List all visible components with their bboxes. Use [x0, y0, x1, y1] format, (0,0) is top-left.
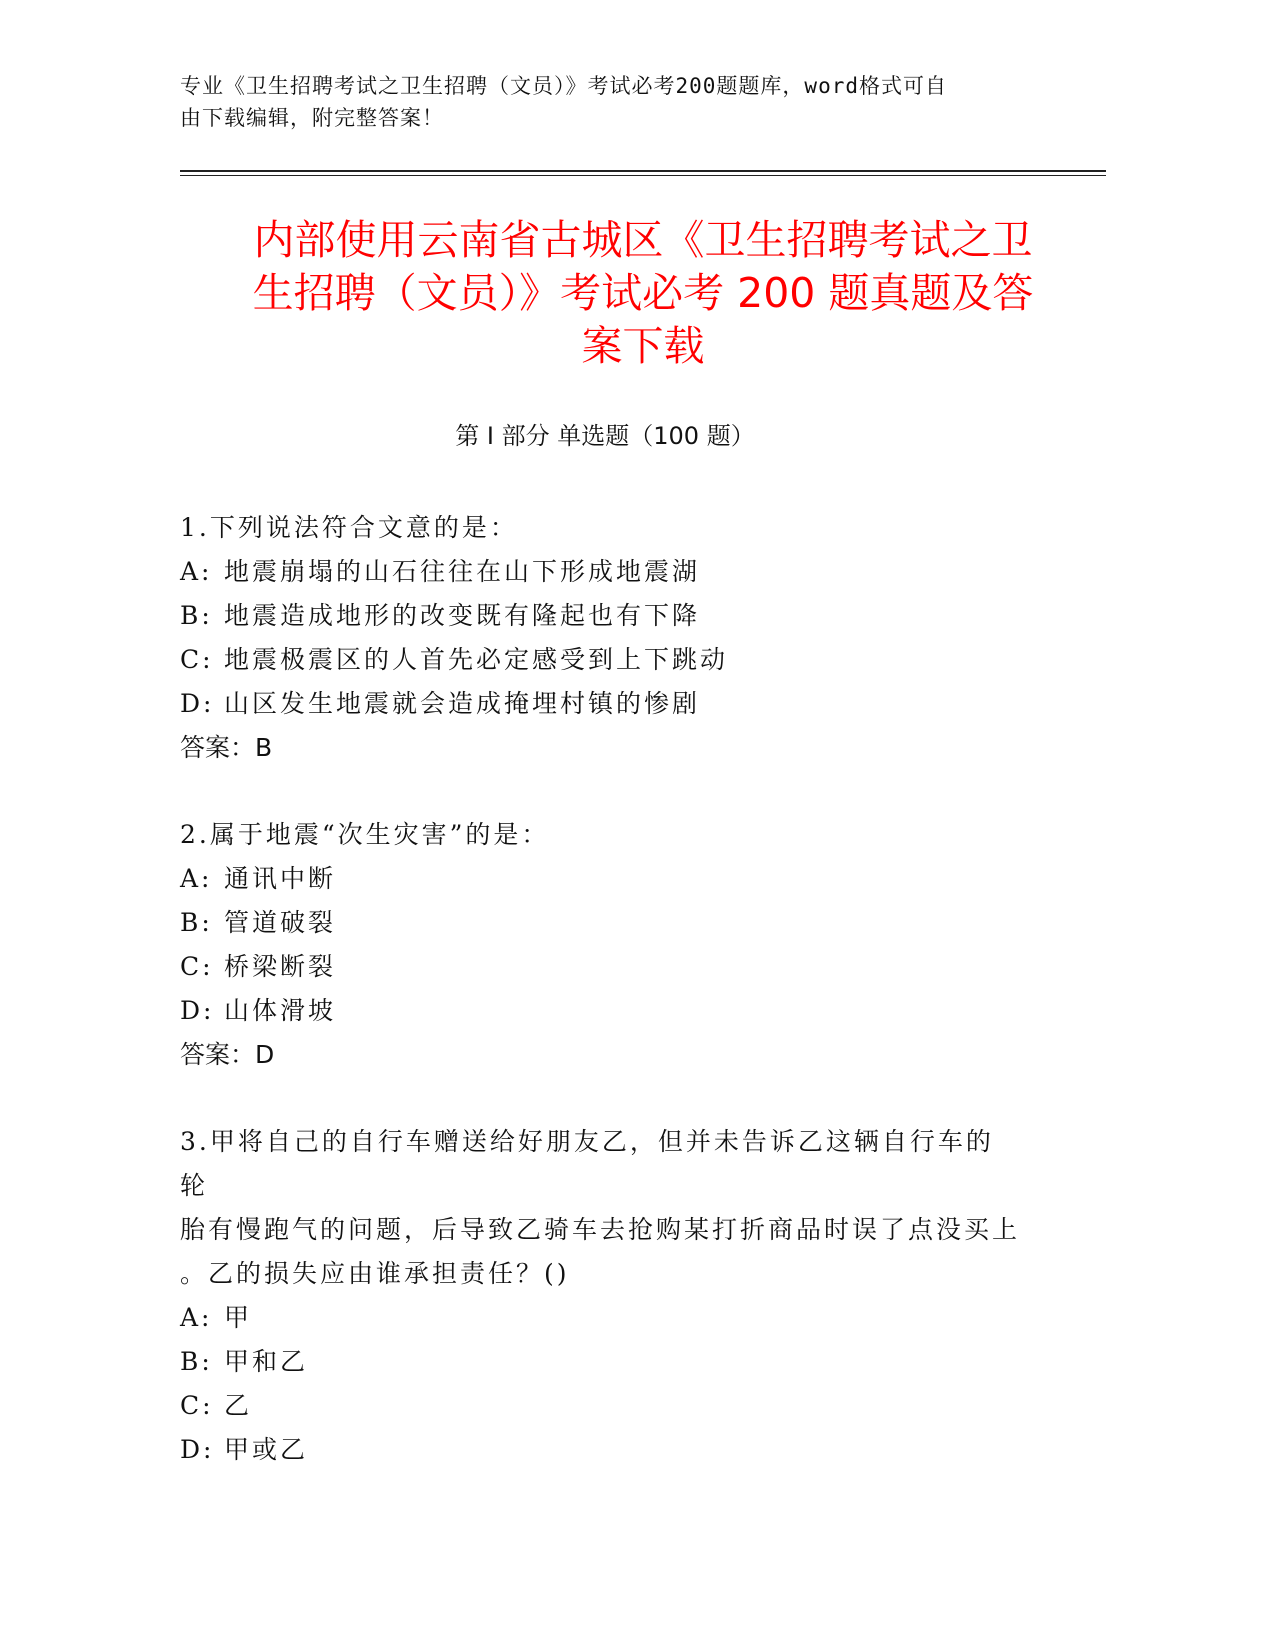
answer-line — [180, 726, 1020, 770]
option-a — [180, 857, 1020, 901]
option-b — [180, 901, 1020, 945]
option-key: C: — [180, 645, 214, 674]
question-stem: 1.下列说法符合文意的是： — [180, 513, 518, 542]
option-key: D: — [180, 1435, 215, 1464]
option-d — [180, 989, 1020, 1033]
option-text: 山区发生地震就会造成掩埋村镇的惨剧 — [224, 689, 701, 718]
option-text: 甲 — [224, 1303, 253, 1332]
answer-line — [180, 1033, 1020, 1077]
option-key: C: — [180, 1391, 214, 1420]
option-c — [180, 638, 1020, 682]
question-stem: 2.属于地震“次生灾害”的是： — [180, 820, 550, 849]
header-line-1: 专业《卫生招聘考试之卫生招聘（文员）》考试必考200题题库，word格式可自 — [180, 74, 947, 98]
option-b — [180, 1340, 1020, 1384]
answer-label: 答案： — [180, 1040, 256, 1069]
option-a — [180, 1296, 1020, 1340]
option-a — [180, 550, 1020, 594]
header-rule-thick — [180, 170, 1106, 172]
answer-value: D — [255, 1040, 275, 1069]
question-stem-line-2: 胎有慢跑气的问题，后导致乙骑车去抢购某打折商品时误了点没买上 — [180, 1215, 1021, 1244]
question-2 — [180, 813, 1020, 1077]
title-line-3: 案下载 — [581, 322, 705, 370]
option-key: A: — [180, 557, 213, 586]
option-text: 甲或乙 — [224, 1435, 309, 1464]
option-text: 地震极震区的人首先必定感受到上下跳动 — [224, 645, 729, 674]
header-rule-thin — [180, 175, 1106, 176]
section-heading: 第 I 部分 单选题（100 题） — [455, 422, 755, 450]
question-list — [180, 506, 1020, 1515]
option-key: D: — [180, 689, 215, 718]
option-c — [180, 1384, 1020, 1428]
option-key: D: — [180, 996, 215, 1025]
option-text: 地震崩塌的山石往往在山下形成地震湖 — [224, 557, 701, 586]
option-text: 甲和乙 — [224, 1347, 309, 1376]
page-header — [180, 70, 1030, 134]
option-key: B: — [180, 908, 213, 937]
title-line-1: 内部使用云南省古城区《卫生招聘考试之卫 — [253, 216, 1033, 264]
option-text: 桥梁断裂 — [224, 952, 337, 981]
document-title — [180, 214, 1106, 373]
option-text: 通讯中断 — [224, 864, 337, 893]
question-3 — [180, 1120, 1020, 1472]
answer-label: 答案： — [180, 733, 256, 762]
option-key: B: — [180, 1347, 213, 1376]
option-text: 乙 — [224, 1391, 253, 1420]
option-text: 地震造成地形的改变既有隆起也有下降 — [224, 601, 701, 630]
answer-value: B — [255, 733, 273, 762]
option-key: C: — [180, 952, 214, 981]
option-key: B: — [180, 601, 213, 630]
option-key: A: — [180, 1303, 213, 1332]
option-d — [180, 682, 1020, 726]
option-text: 管道破裂 — [224, 908, 337, 937]
option-text: 山体滑坡 — [224, 996, 337, 1025]
option-key: A: — [180, 864, 213, 893]
option-b — [180, 594, 1020, 638]
question-stem-line-3: 。乙的损失应由谁承担责任？() — [180, 1259, 570, 1288]
question-stem-line-1: 3.甲将自己的自行车赠送给好朋友乙，但并未告诉乙这辆自行车的轮 — [180, 1127, 994, 1200]
question-1 — [180, 506, 1020, 770]
header-line-2: 由下载编辑，附完整答案！ — [180, 106, 444, 130]
option-d — [180, 1428, 1020, 1472]
title-line-2: 生招聘（文员）》考试必考 200 题真题及答 — [252, 269, 1034, 317]
option-c — [180, 945, 1020, 989]
